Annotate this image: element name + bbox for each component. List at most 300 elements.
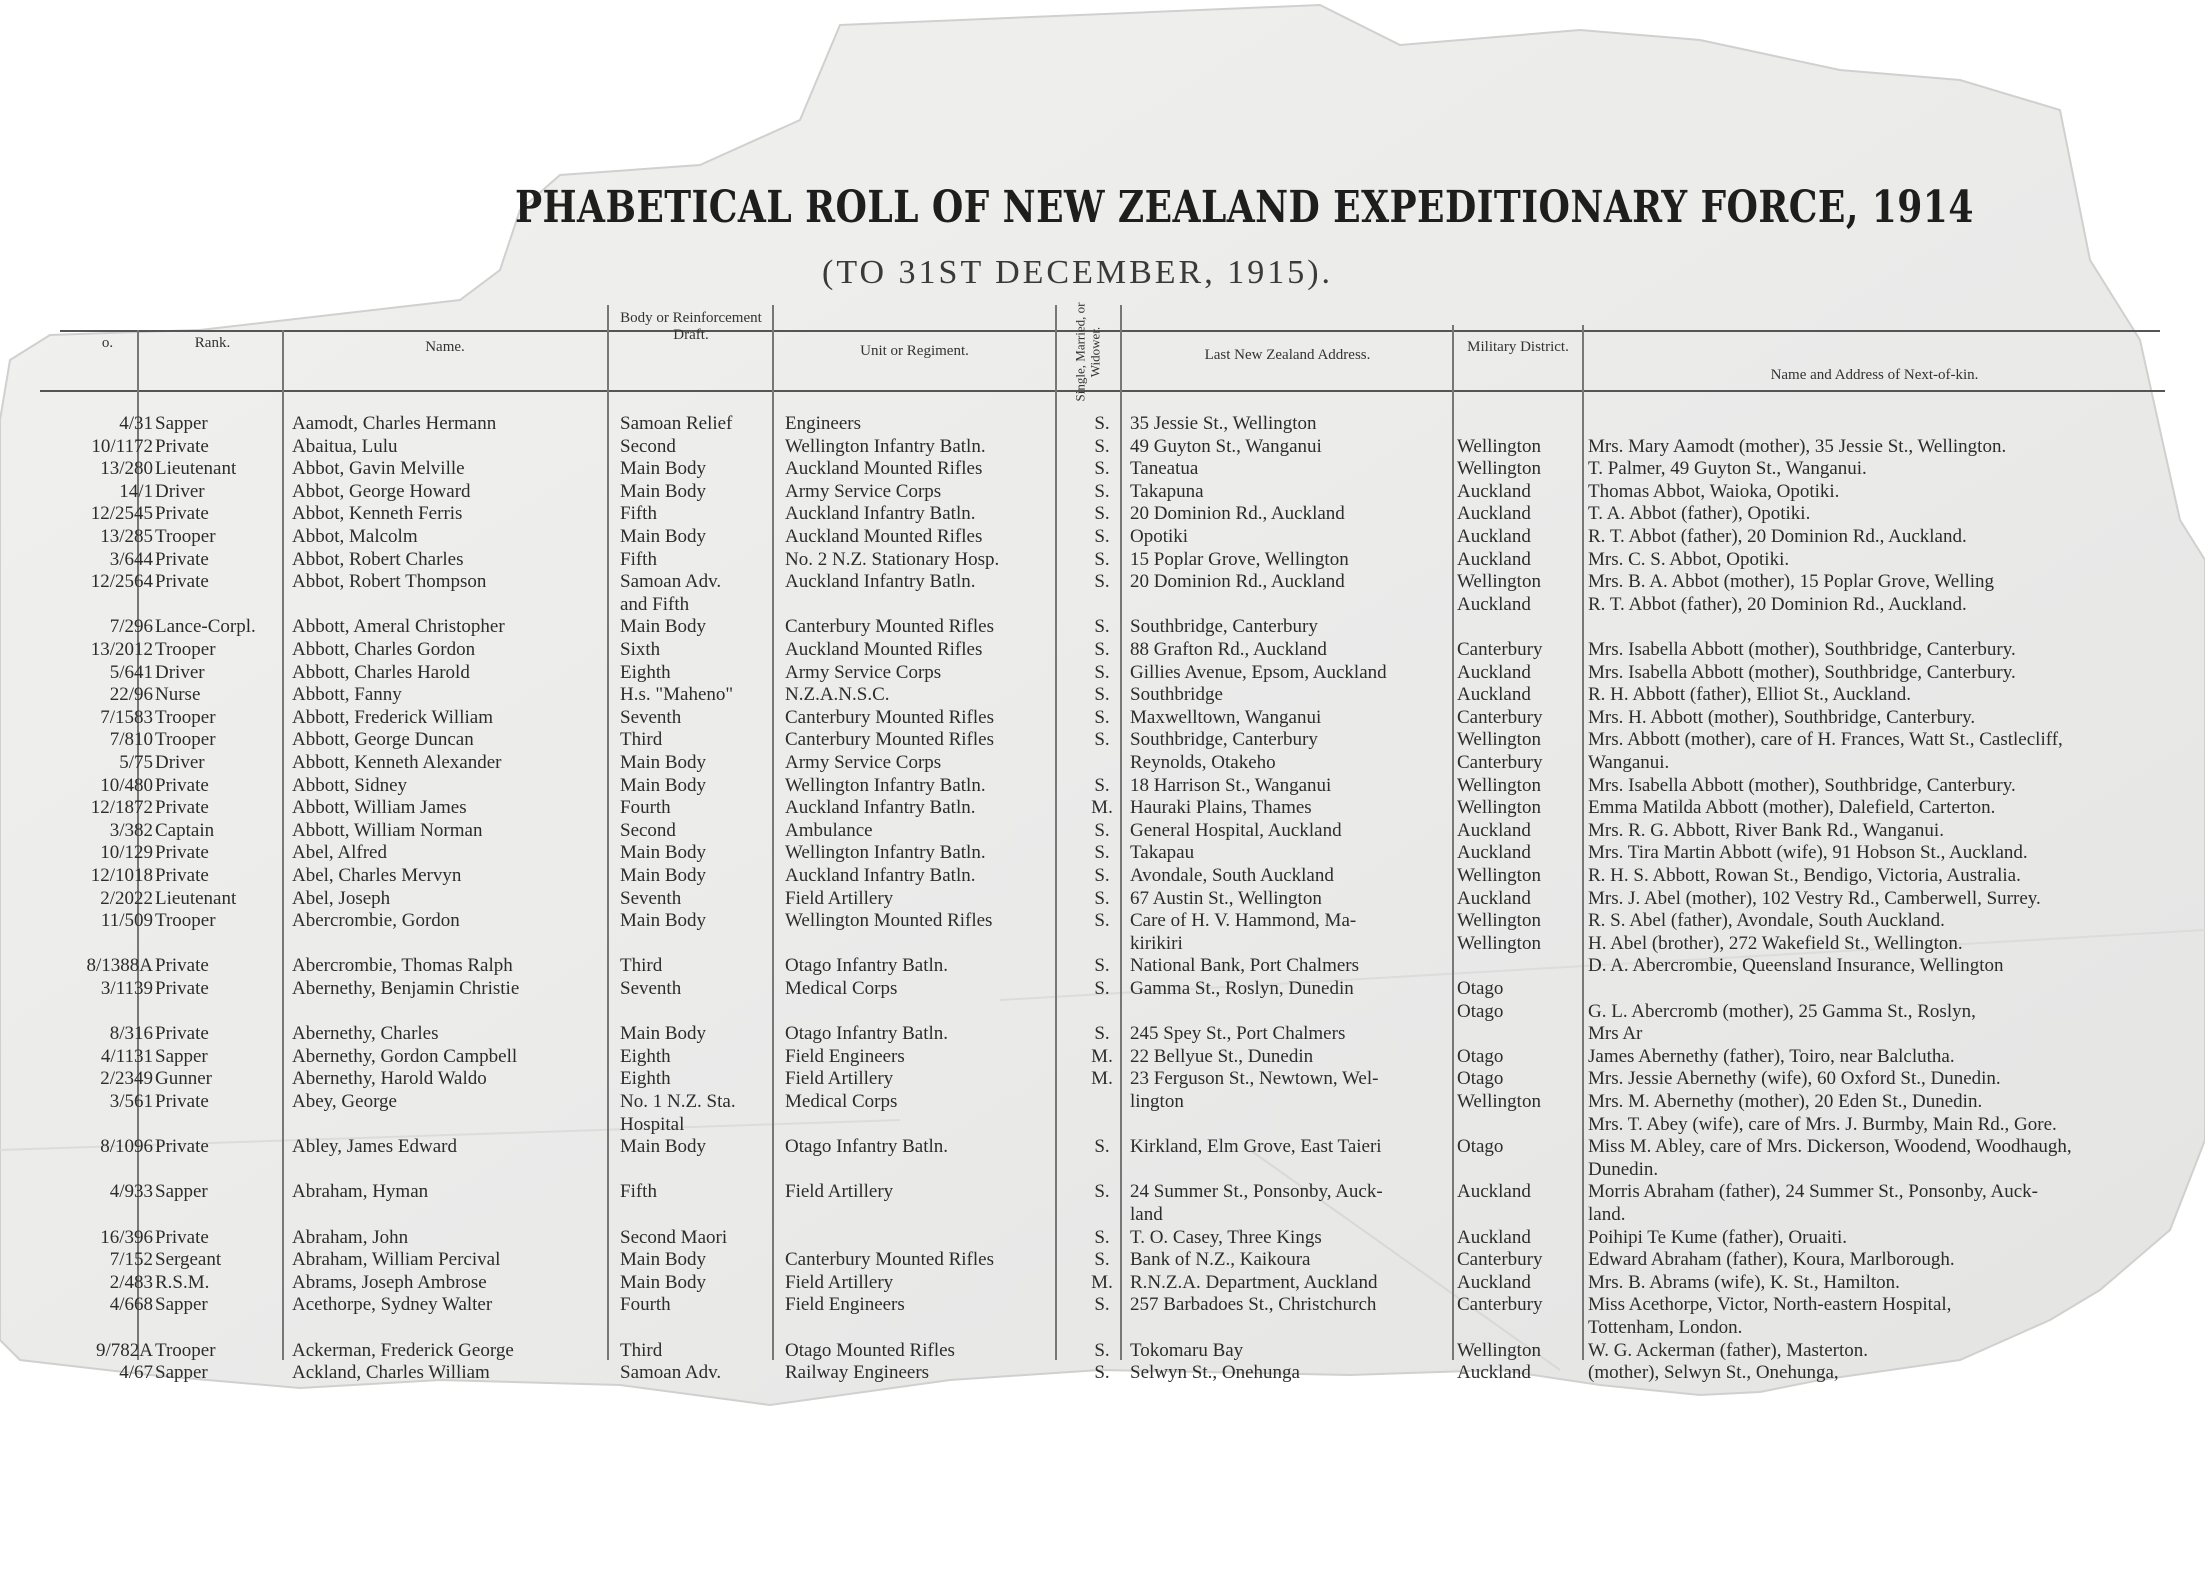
- unit-cell: Army Service Corps: [785, 480, 942, 502]
- military-district-cell: Canterbury: [1457, 1294, 1543, 1316]
- next-of-kin-cell: D. A. Abercrombie, Queensland Insurance, Wellington: [1588, 955, 2004, 977]
- marital-status-cell: S.: [1094, 887, 1110, 909]
- rank-cell: Driver: [155, 480, 205, 502]
- next-of-kin-cell: Morris Abraham (father), 24 Summer St., Ponsonby, Auck-: [1588, 1181, 2038, 1203]
- last-address-cell: Maxwelltown, Wanganui: [1130, 706, 1322, 728]
- soldier-name-cell: Abbot, Robert Charles: [292, 548, 464, 570]
- table-row: [20, 1159, 2170, 1180]
- soldier-name-cell: Abbott, William James: [292, 797, 467, 819]
- table-row: [20, 1340, 2170, 1361]
- draft-cell: Second: [620, 819, 676, 841]
- military-district-cell: Auckland: [1457, 1226, 1531, 1248]
- soldier-name-cell: Abbot, Malcolm: [292, 526, 418, 547]
- soldier-name-cell: Abel, Joseph: [292, 887, 391, 909]
- last-address-cell: 245 Spey St., Port Chalmers: [1130, 1023, 1346, 1045]
- soldier-name-cell: Abernethy, Gordon Campbell: [292, 1045, 518, 1067]
- draft-cell: Main Body: [620, 1136, 707, 1158]
- soldier-name-cell: Abraham, John: [292, 1226, 409, 1248]
- draft-cell: Seventh: [620, 978, 682, 999]
- last-address-cell: 18 Harrison St., Wanganui: [1130, 774, 1332, 796]
- draft-cell: Main Body: [620, 865, 707, 886]
- next-of-kin-cell: Tottenham, London.: [1588, 1317, 1743, 1338]
- marital-status-cell: S.: [1094, 1339, 1110, 1361]
- unit-cell: Engineers: [785, 413, 861, 434]
- soldier-name-cell: Abley, James Edward: [292, 1136, 457, 1158]
- table-row: [20, 1294, 2170, 1315]
- table-row: [20, 1136, 2170, 1157]
- service-number-cell: 14/1: [119, 480, 153, 502]
- service-number-cell: 3/644: [109, 548, 153, 570]
- last-address-cell: 20 Dominion Rd., Auckland: [1130, 503, 1345, 525]
- marital-status-cell: S.: [1094, 661, 1110, 683]
- header-status: Single, Married, or Widower.: [1072, 302, 1103, 402]
- rank-cell: Private: [155, 435, 209, 457]
- last-address-cell: Gamma St., Roslyn, Dunedin: [1130, 978, 1354, 999]
- draft-cell: Main Body: [620, 616, 707, 638]
- military-district-cell: Wellington: [1457, 797, 1541, 819]
- draft-cell: Main Body: [620, 1271, 707, 1293]
- soldier-name-cell: Abbott, Sidney: [292, 774, 408, 796]
- next-of-kin-cell: Mrs. M. Abernethy (mother), 20 Eden St., Dunedin.: [1588, 1091, 1983, 1112]
- rank-cell: Private: [155, 503, 209, 525]
- draft-cell: Main Body: [620, 842, 707, 864]
- military-district-cell: Auckland: [1457, 1181, 1531, 1203]
- military-district-cell: Wellington: [1457, 865, 1541, 886]
- unit-cell: Otago Mounted Rifles: [785, 1339, 955, 1361]
- next-of-kin-cell: R. T. Abbot (father), 20 Dominion Rd., Auckland.: [1588, 593, 1967, 615]
- rank-cell: Private: [155, 955, 209, 977]
- soldier-name-cell: Abbott, Charles Harold: [292, 661, 470, 683]
- table-row: [20, 1362, 2170, 1383]
- unit-cell: Field Artillery: [785, 1181, 894, 1203]
- soldier-name-cell: Abbot, Gavin Melville: [292, 458, 465, 480]
- marital-status-cell: S.: [1094, 842, 1110, 864]
- rank-cell: Sapper: [155, 1294, 208, 1316]
- rank-cell: R.S.M.: [155, 1271, 210, 1293]
- marital-status-cell: M.: [1091, 1271, 1113, 1293]
- table-row: [20, 729, 2170, 750]
- last-address-cell: General Hospital, Auckland: [1130, 819, 1342, 841]
- table-row: [20, 820, 2170, 841]
- rank-cell: Lance-Corpl.: [155, 616, 256, 638]
- military-district-cell: Wellington: [1457, 910, 1541, 932]
- last-address-cell: Southbridge: [1130, 684, 1223, 706]
- table-row: [20, 413, 2170, 434]
- service-number-cell: 5/75: [119, 752, 153, 773]
- service-number-cell: 4/668: [109, 1294, 153, 1316]
- header-unit: Unit or Regiment.: [860, 343, 969, 359]
- marital-status-cell: S.: [1094, 571, 1110, 593]
- header-name: Name.: [425, 339, 465, 355]
- next-of-kin-cell: G. L. Abercromb (mother), 25 Gamma St., Roslyn,: [1588, 1000, 1976, 1022]
- table-row: [20, 1091, 2170, 1112]
- draft-cell: Main Body: [620, 752, 707, 773]
- soldier-name-cell: Abrams, Joseph Ambrose: [292, 1271, 487, 1293]
- last-address-cell: 24 Summer St., Ponsonby, Auck-: [1130, 1181, 1383, 1203]
- service-number-cell: 7/810: [109, 729, 153, 751]
- header-rank: Rank.: [194, 335, 231, 351]
- service-number-cell: 7/152: [109, 1249, 153, 1271]
- draft-cell: H.s. "Maheno": [620, 684, 734, 706]
- table-row: [20, 594, 2170, 615]
- last-address-cell: Opotiki: [1130, 526, 1189, 547]
- soldier-name-cell: Abbot, George Howard: [292, 480, 471, 502]
- military-district-cell: Canterbury: [1457, 706, 1543, 728]
- soldier-name-cell: Abel, Alfred: [292, 842, 387, 864]
- rank-cell: Driver: [155, 752, 205, 773]
- table-row: [20, 616, 2170, 637]
- marital-status-cell: S.: [1094, 910, 1110, 932]
- soldier-name-cell: Abbott, Fanny: [292, 684, 402, 706]
- unit-cell: Auckland Infantry Batln.: [785, 865, 976, 886]
- soldier-name-cell: Abbott, Kenneth Alexander: [292, 752, 502, 773]
- service-number-cell: 22/96: [109, 684, 153, 706]
- last-address-cell: Bank of N.Z., Kaikoura: [1130, 1249, 1311, 1271]
- table-row: [20, 978, 2170, 999]
- service-number-cell: 12/1018: [90, 865, 153, 886]
- service-number-cell: 16/396: [100, 1226, 153, 1248]
- military-district-cell: Canterbury: [1457, 752, 1543, 773]
- military-district-cell: Auckland: [1457, 887, 1531, 909]
- unit-cell: Auckland Infantry Batln.: [785, 503, 976, 525]
- last-address-cell: Kirkland, Elm Grove, East Taieri: [1130, 1136, 1382, 1158]
- service-number-cell: 5/641: [109, 661, 153, 683]
- rank-cell: Nurse: [155, 684, 201, 706]
- next-of-kin-cell: Mrs. B. Abrams (wife), K. St., Hamilton.: [1588, 1271, 1900, 1293]
- next-of-kin-cell: Mrs. H. Abbott (mother), Southbridge, Canterbury.: [1588, 706, 1976, 728]
- table-row: [20, 910, 2170, 931]
- marital-status-cell: M.: [1091, 797, 1113, 819]
- draft-cell: Samoan Relief: [620, 413, 733, 434]
- next-of-kin-cell: Mrs. Tira Martin Abbott (wife), 91 Hobson St., Auckland.: [1588, 842, 2028, 864]
- soldier-name-cell: Abernethy, Benjamin Christie: [292, 978, 520, 999]
- unit-cell: Medical Corps: [785, 1091, 898, 1112]
- service-number-cell: 10/1172: [91, 435, 153, 457]
- rank-cell: Trooper: [155, 706, 216, 728]
- marital-status-cell: S.: [1094, 1249, 1110, 1271]
- rank-cell: Lieutenant: [155, 887, 237, 909]
- marital-status-cell: S.: [1094, 526, 1110, 547]
- unit-cell: Canterbury Mounted Rifles: [785, 1249, 994, 1271]
- service-number-cell: 2/483: [109, 1271, 153, 1293]
- table-row: [20, 888, 2170, 909]
- military-district-cell: Auckland: [1457, 661, 1531, 683]
- table-row: [20, 684, 2170, 705]
- soldier-name-cell: Abraham, William Percival: [292, 1249, 501, 1271]
- service-number-cell: 10/480: [100, 774, 153, 796]
- draft-cell: Third: [620, 955, 663, 977]
- marital-status-cell: S.: [1094, 413, 1110, 434]
- marital-status-cell: S.: [1094, 706, 1110, 728]
- table-row: [20, 1181, 2170, 1202]
- military-district-cell: Wellington: [1457, 1091, 1541, 1112]
- next-of-kin-cell: T. A. Abbot (father), Opotiki.: [1588, 503, 1811, 525]
- next-of-kin-cell: Mrs. Isabella Abbott (mother), Southbridge, Canterbury.: [1588, 639, 2016, 660]
- rank-cell: Captain: [155, 819, 215, 841]
- table-row: [20, 707, 2170, 728]
- marital-status-cell: S.: [1094, 1023, 1110, 1045]
- unit-cell: Field Engineers: [785, 1045, 905, 1067]
- military-district-cell: Auckland: [1457, 480, 1531, 502]
- rank-cell: Lieutenant: [155, 458, 237, 480]
- unit-cell: Canterbury Mounted Rifles: [785, 729, 994, 751]
- last-address-cell: 35 Jessie St., Wellington: [1130, 413, 1317, 434]
- last-address-cell: 20 Dominion Rd., Auckland: [1130, 571, 1345, 593]
- table-row: [20, 436, 2170, 457]
- table-row: [20, 1272, 2170, 1293]
- table-row: [20, 1001, 2170, 1022]
- rank-cell: Private: [155, 842, 209, 864]
- unit-cell: Field Artillery: [785, 1068, 894, 1090]
- soldier-name-cell: Abraham, Hyman: [292, 1181, 429, 1203]
- military-district-cell: Wellington: [1457, 774, 1541, 796]
- draft-cell: Main Body: [620, 910, 707, 932]
- last-address-cell: Tokomaru Bay: [1130, 1339, 1244, 1361]
- soldier-name-cell: Acethorpe, Sydney Walter: [292, 1294, 493, 1316]
- marital-status-cell: S.: [1094, 435, 1110, 457]
- marital-status-cell: S.: [1094, 639, 1110, 660]
- next-of-kin-cell: R. H. Abbott (father), Elliot St., Auckland.: [1588, 684, 1911, 706]
- unit-cell: Auckland Mounted Rifles: [785, 526, 983, 547]
- last-address-cell: Southbridge, Canterbury: [1130, 616, 1318, 638]
- draft-cell: Third: [620, 729, 663, 751]
- document-title: PHABETICAL ROLL OF NEW ZEALAND EXPEDITIONARY FORCE, 1914: [515, 182, 1974, 233]
- military-district-cell: Auckland: [1457, 819, 1531, 841]
- header-bottom-rule: [40, 390, 2165, 392]
- marital-status-cell: S.: [1094, 684, 1110, 706]
- table-row: [20, 1204, 2170, 1225]
- rank-cell: Trooper: [155, 639, 216, 660]
- military-district-cell: Wellington: [1457, 571, 1541, 593]
- military-district-cell: Auckland: [1457, 548, 1531, 570]
- next-of-kin-cell: R. S. Abel (father), Avondale, South Auckland.: [1588, 910, 1945, 932]
- marital-status-cell: S.: [1094, 978, 1110, 999]
- military-district-cell: Auckland: [1457, 842, 1531, 864]
- military-district-cell: Otago: [1457, 1000, 1504, 1022]
- draft-cell: Main Body: [620, 480, 707, 502]
- next-of-kin-cell: Thomas Abbot, Waioka, Opotiki.: [1588, 480, 1840, 502]
- soldier-name-cell: Ackland, Charles William: [292, 1362, 490, 1384]
- rank-cell: Gunner: [155, 1068, 212, 1090]
- unit-cell: Railway Engineers: [785, 1362, 930, 1384]
- next-of-kin-cell: Mrs. Mary Aamodt (mother), 35 Jessie St., Wellington.: [1588, 435, 2007, 457]
- header-top-rule: [60, 330, 2160, 332]
- rank-cell: Sapper: [155, 1181, 208, 1203]
- unit-cell: Auckland Infantry Batln.: [785, 797, 976, 819]
- draft-cell: Fourth: [620, 1294, 671, 1316]
- next-of-kin-cell: Dunedin.: [1588, 1158, 1659, 1180]
- last-address-cell: Hauraki Plains, Thames: [1130, 797, 1312, 819]
- unit-cell: Auckland Infantry Batln.: [785, 571, 976, 593]
- draft-cell: Seventh: [620, 706, 682, 728]
- service-number-cell: 13/285: [100, 526, 153, 547]
- service-number-cell: 4/933: [109, 1181, 153, 1203]
- rank-cell: Driver: [155, 661, 205, 683]
- marital-status-cell: S.: [1094, 503, 1110, 525]
- last-address-cell: 23 Ferguson St., Newtown, Wel-: [1130, 1068, 1379, 1090]
- table-row: [20, 865, 2170, 886]
- draft-cell: Eighth: [620, 1045, 671, 1067]
- unit-cell: N.Z.A.N.S.C.: [785, 684, 890, 706]
- military-district-cell: Otago: [1457, 1068, 1504, 1090]
- table-row: [20, 933, 2170, 954]
- marital-status-cell: S.: [1094, 548, 1110, 570]
- table-row: [20, 1317, 2170, 1338]
- draft-cell: Seventh: [620, 887, 682, 909]
- soldier-name-cell: Abbott, Frederick William: [292, 706, 493, 728]
- unit-cell: Wellington Mounted Rifles: [785, 910, 993, 932]
- military-district-cell: Wellington: [1457, 458, 1541, 480]
- draft-cell: Second: [620, 435, 676, 457]
- last-address-cell: 88 Grafton Rd., Auckland: [1130, 639, 1327, 660]
- rank-cell: Sapper: [155, 1045, 208, 1067]
- next-of-kin-cell: Miss M. Abley, care of Mrs. Dickerson, Woodend, Woodhaugh,: [1588, 1136, 2072, 1158]
- last-address-cell: Southbridge, Canterbury: [1130, 729, 1318, 751]
- draft-cell: Second Maori: [620, 1226, 728, 1248]
- next-of-kin-cell: Edward Abraham (father), Koura, Marlborough.: [1588, 1249, 1955, 1271]
- header-address: Last New Zealand Address.: [1204, 347, 1371, 363]
- unit-cell: Field Artillery: [785, 887, 894, 909]
- next-of-kin-cell: Mrs Ar: [1588, 1023, 1643, 1045]
- next-of-kin-cell: R. T. Abbot (father), 20 Dominion Rd., Auckland.: [1588, 526, 1967, 547]
- rank-cell: Private: [155, 571, 209, 593]
- header-kin: Name and Address of Next-of-kin.: [1770, 367, 1979, 383]
- soldier-name-cell: Abercrombie, Thomas Ralph: [292, 955, 513, 977]
- unit-cell: Wellington Infantry Batln.: [785, 842, 986, 864]
- draft-cell: No. 1 N.Z. Sta.: [620, 1091, 736, 1112]
- draft-cell: Main Body: [620, 1249, 707, 1271]
- marital-status-cell: S.: [1094, 1362, 1110, 1384]
- unit-cell: Auckland Mounted Rifles: [785, 639, 983, 660]
- service-number-cell: 12/1872: [90, 797, 153, 819]
- marital-status-cell: S.: [1094, 1181, 1110, 1203]
- table-row: [20, 775, 2170, 796]
- marital-status-cell: S.: [1094, 1294, 1110, 1316]
- table-row: [20, 1114, 2170, 1135]
- next-of-kin-cell: James Abernethy (father), Toiro, near Balclutha.: [1588, 1045, 1955, 1067]
- draft-cell: and Fifth: [620, 593, 690, 615]
- marital-status-cell: S.: [1094, 1136, 1110, 1158]
- soldier-name-cell: Abercrombie, Gordon: [292, 910, 460, 932]
- marital-status-cell: M.: [1091, 1045, 1113, 1067]
- table-row: [20, 797, 2170, 818]
- marital-status-cell: S.: [1094, 819, 1110, 841]
- unit-cell: Auckland Mounted Rifles: [785, 458, 983, 480]
- military-district-cell: Otago: [1457, 1045, 1504, 1067]
- military-district-cell: Auckland: [1457, 593, 1531, 615]
- military-district-cell: Canterbury: [1457, 639, 1543, 660]
- table-row: [20, 1227, 2170, 1248]
- marital-status-cell: S.: [1094, 955, 1110, 977]
- draft-cell: Fourth: [620, 797, 671, 819]
- service-number-cell: 7/1583: [100, 706, 153, 728]
- draft-cell: Main Body: [620, 458, 707, 480]
- military-district-cell: Auckland: [1457, 526, 1531, 547]
- soldier-name-cell: Abbott, Ameral Christopher: [292, 616, 505, 638]
- unit-cell: Wellington Infantry Batln.: [785, 435, 986, 457]
- last-address-cell: lington: [1130, 1091, 1184, 1112]
- table-row: [20, 662, 2170, 683]
- service-number-cell: 2/2022: [100, 887, 153, 909]
- unit-cell: Field Engineers: [785, 1294, 905, 1316]
- service-number-cell: 13/2012: [90, 639, 153, 660]
- marital-status-cell: M.: [1091, 1068, 1113, 1090]
- last-address-cell: T. O. Casey, Three Kings: [1130, 1226, 1322, 1248]
- table-row: [20, 526, 2170, 547]
- last-address-cell: 49 Guyton St., Wanganui: [1130, 435, 1322, 457]
- rank-cell: Sapper: [155, 1362, 208, 1384]
- rank-cell: Sergeant: [155, 1249, 222, 1271]
- last-address-cell: 15 Poplar Grove, Wellington: [1130, 548, 1349, 570]
- unit-cell: Ambulance: [785, 819, 873, 841]
- header-no: o.: [101, 335, 114, 351]
- last-address-cell: Care of H. V. Hammond, Ma-: [1130, 910, 1357, 932]
- service-number-cell: 8/1096: [100, 1136, 153, 1158]
- next-of-kin-cell: (mother), Selwyn St., Onehunga,: [1588, 1362, 1839, 1384]
- service-number-cell: 8/316: [109, 1023, 153, 1045]
- last-address-cell: Avondale, South Auckland: [1130, 865, 1334, 886]
- last-address-cell: kirikiri: [1130, 932, 1183, 954]
- last-address-cell: 257 Barbadoes St., Christchurch: [1130, 1294, 1377, 1316]
- next-of-kin-cell: Mrs. Isabella Abbott (mother), Southbridge, Canterbury.: [1588, 661, 2016, 683]
- service-number-cell: 4/1131: [100, 1045, 153, 1067]
- soldier-name-cell: Abernethy, Harold Waldo: [292, 1068, 487, 1090]
- unit-cell: Otago Infantry Batln.: [785, 1023, 949, 1045]
- table-row: [20, 1068, 2170, 1089]
- unit-cell: Otago Infantry Batln.: [785, 955, 949, 977]
- rank-cell: Trooper: [155, 1339, 216, 1361]
- service-number-cell: 4/67: [119, 1362, 153, 1384]
- last-address-cell: Reynolds, Otakeho: [1130, 752, 1276, 773]
- rank-cell: Trooper: [155, 910, 216, 932]
- rank-cell: Private: [155, 978, 209, 999]
- next-of-kin-cell: Mrs. B. A. Abbot (mother), 15 Poplar Grove, Welling: [1588, 571, 1995, 593]
- rank-cell: Private: [155, 1136, 209, 1158]
- draft-cell: Third: [620, 1339, 663, 1361]
- military-district-cell: Auckland: [1457, 1271, 1531, 1293]
- soldier-name-cell: Aamodt, Charles Hermann: [292, 413, 497, 434]
- table-row: [20, 1249, 2170, 1270]
- last-address-cell: Taneatua: [1130, 458, 1199, 480]
- draft-cell: Samoan Adv.: [620, 571, 722, 593]
- soldier-name-cell: Abel, Charles Mervyn: [292, 865, 462, 886]
- header-district: Military District.: [1467, 339, 1569, 355]
- table-row: [20, 503, 2170, 524]
- military-district-cell: Wellington: [1457, 1339, 1541, 1361]
- service-number-cell: 3/382: [109, 819, 153, 841]
- military-district-cell: Otago: [1457, 1136, 1504, 1158]
- unit-cell: Canterbury Mounted Rifles: [785, 706, 994, 728]
- marital-status-cell: S.: [1094, 774, 1110, 796]
- next-of-kin-cell: T. Palmer, 49 Guyton St., Wanganui.: [1588, 458, 1867, 480]
- military-district-cell: Auckland: [1457, 503, 1531, 525]
- next-of-kin-cell: Poihipi Te Kume (father), Oruaiti.: [1588, 1226, 1847, 1248]
- rank-cell: Private: [155, 548, 209, 570]
- last-address-cell: Gillies Avenue, Epsom, Auckland: [1130, 661, 1387, 683]
- rank-cell: Private: [155, 774, 209, 796]
- soldier-name-cell: Abbott, William Norman: [292, 819, 483, 841]
- service-number-cell: 13/280: [100, 458, 153, 480]
- unit-cell: Medical Corps: [785, 978, 898, 999]
- next-of-kin-cell: Mrs. R. G. Abbott, River Bank Rd., Wanganui.: [1588, 819, 1944, 841]
- next-of-kin-cell: Mrs. Isabella Abbott (mother), Southbridge, Canterbury.: [1588, 774, 2016, 796]
- marital-status-cell: S.: [1094, 1226, 1110, 1248]
- military-district-cell: Wellington: [1457, 435, 1541, 457]
- table-row: [20, 481, 2170, 502]
- soldier-name-cell: Abbot, Kenneth Ferris: [292, 503, 463, 525]
- next-of-kin-cell: Mrs. C. S. Abbot, Opotiki.: [1588, 548, 1790, 570]
- rank-cell: Trooper: [155, 729, 216, 751]
